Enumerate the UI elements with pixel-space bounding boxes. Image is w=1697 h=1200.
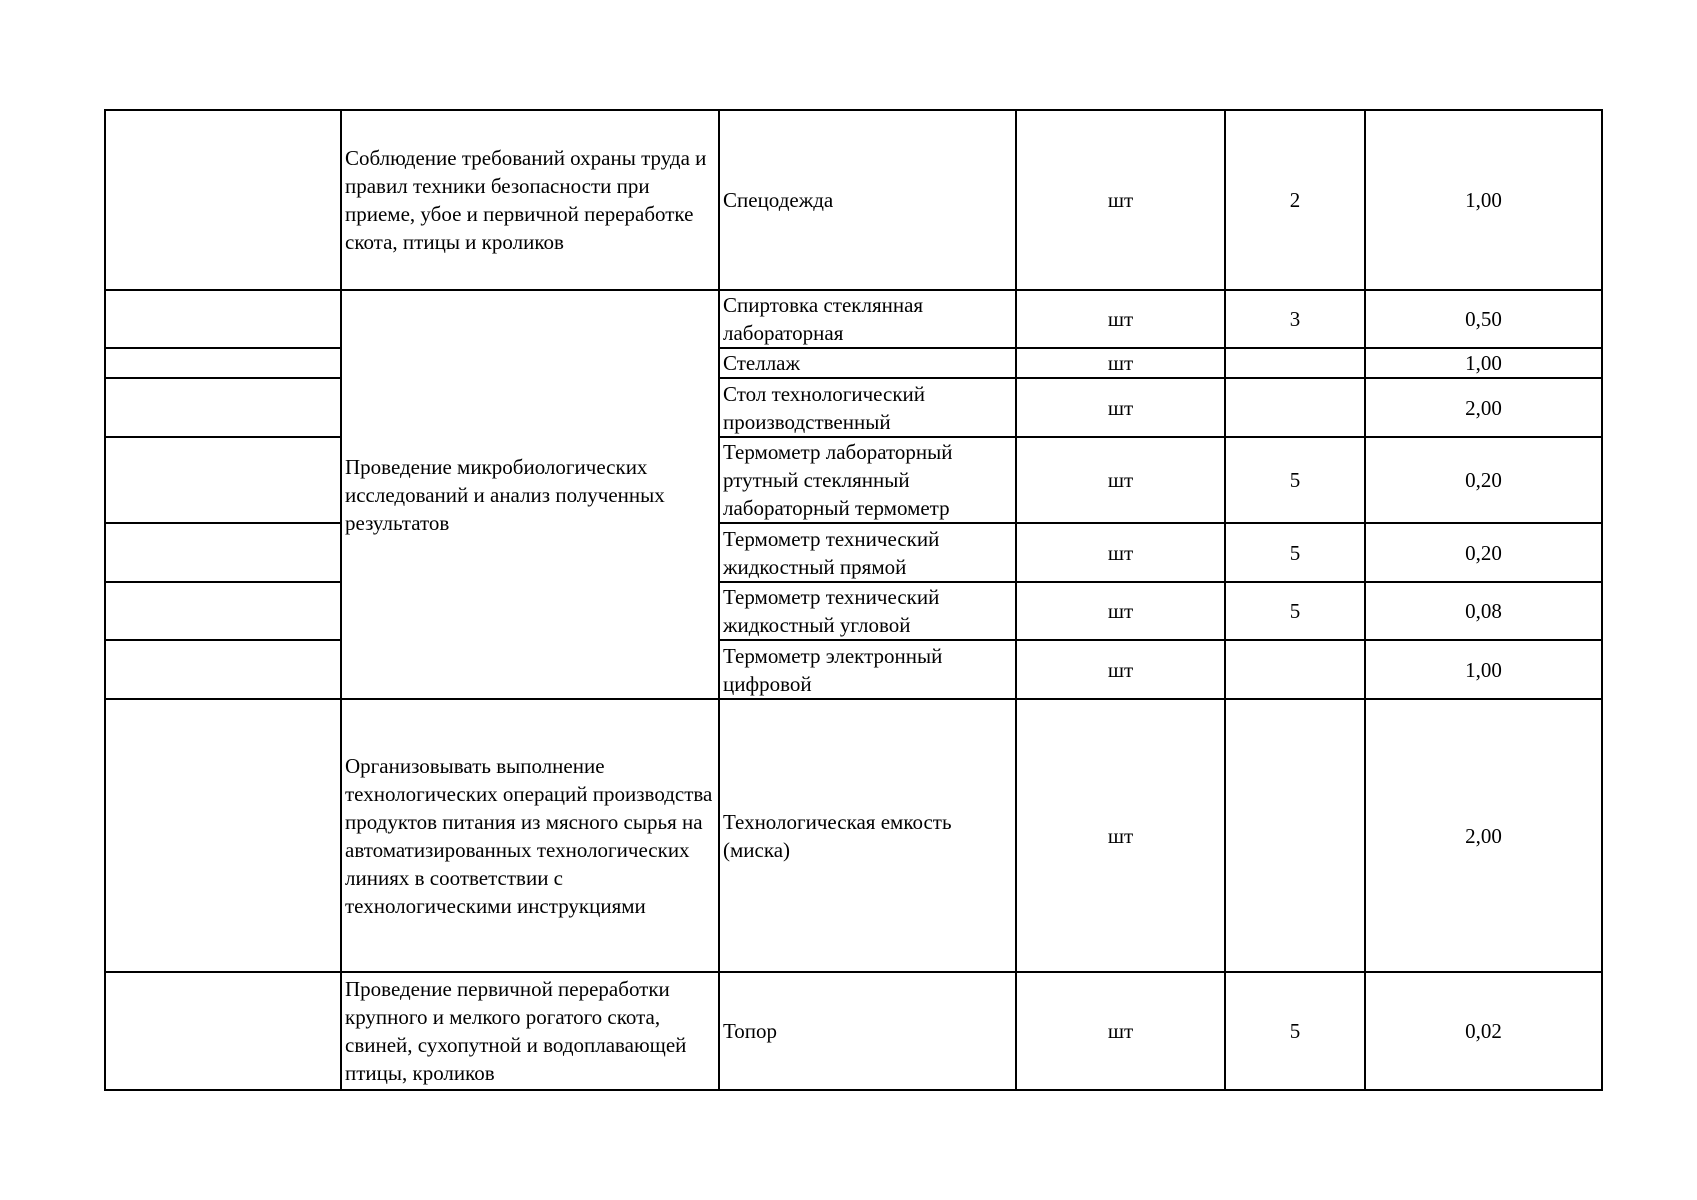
unit-cell: шт <box>1016 699 1225 972</box>
qty-cell <box>1225 699 1365 972</box>
qty-cell: 5 <box>1225 972 1365 1090</box>
table-row <box>105 972 1602 1090</box>
item-name-cell: Спиртовка стеклянная лабораторная <box>719 290 1016 348</box>
item-name-cell: Стол технологический производственный <box>719 378 1016 437</box>
table-row <box>105 290 1602 348</box>
item-name-cell: Спецодежда <box>719 110 1016 290</box>
equipment-table <box>104 109 1603 1091</box>
qty-cell: 3 <box>1225 290 1365 348</box>
qty-cell <box>1225 378 1365 437</box>
blank-cell <box>105 523 341 582</box>
unit-cell: шт <box>1016 348 1225 378</box>
unit-cell: шт <box>1016 437 1225 523</box>
blank-cell <box>105 972 341 1090</box>
item-name-cell: Термометр лабораторный ртутный стеклянный лабораторный термометр <box>719 437 1016 523</box>
value-cell: 0,08 <box>1365 582 1602 640</box>
value-cell: 0,02 <box>1365 972 1602 1090</box>
blank-cell <box>105 348 341 378</box>
table-row <box>105 348 1602 378</box>
value-cell: 0,20 <box>1365 437 1602 523</box>
value-cell: 0,20 <box>1365 523 1602 582</box>
item-name-cell: Стеллаж <box>719 348 1016 378</box>
table-row <box>105 378 1602 437</box>
blank-cell <box>105 378 341 437</box>
value-cell: 1,00 <box>1365 110 1602 290</box>
item-name-cell: Технологическая емкость (миска) <box>719 699 1016 972</box>
unit-cell: шт <box>1016 972 1225 1090</box>
unit-cell: шт <box>1016 290 1225 348</box>
qty-cell: 5 <box>1225 437 1365 523</box>
unit-cell: шт <box>1016 523 1225 582</box>
qty-cell: 5 <box>1225 582 1365 640</box>
item-name-cell: Топор <box>719 972 1016 1090</box>
item-name-cell: Термометр технический жидкостный угловой <box>719 582 1016 640</box>
blank-cell <box>105 110 341 290</box>
value-cell: 2,00 <box>1365 378 1602 437</box>
table-row <box>105 437 1602 523</box>
unit-cell: шт <box>1016 582 1225 640</box>
qty-cell <box>1225 640 1365 699</box>
unit-cell: шт <box>1016 110 1225 290</box>
blank-cell <box>105 582 341 640</box>
blank-cell <box>105 640 341 699</box>
value-cell: 2,00 <box>1365 699 1602 972</box>
table-row <box>105 640 1602 699</box>
unit-cell: шт <box>1016 640 1225 699</box>
activity-cell: Проведение микробиологических исследований и анализ полученных результатов <box>341 290 719 699</box>
blank-cell <box>105 290 341 348</box>
activity-cell: Организовывать выполнение технологических операций производства продуктов питания из мясного сырья на автоматизированных технологических линиях в соответствии с технологическими инструкциями <box>341 699 719 972</box>
qty-cell: 5 <box>1225 523 1365 582</box>
activity-cell: Проведение первичной переработки крупного и мелкого рогатого скота, свиней, сухопутной и водоплавающей птицы, кроликов <box>341 972 719 1090</box>
activity-cell: Соблюдение требований охраны труда и правил техники безопасности при приеме, убое и первичной переработке скота, птицы и кроликов <box>341 110 719 290</box>
table-row <box>105 582 1602 640</box>
table-row <box>105 699 1602 972</box>
unit-cell: шт <box>1016 378 1225 437</box>
value-cell: 0,50 <box>1365 290 1602 348</box>
value-cell: 1,00 <box>1365 348 1602 378</box>
blank-cell <box>105 437 341 523</box>
table-row <box>105 523 1602 582</box>
value-cell: 1,00 <box>1365 640 1602 699</box>
item-name-cell: Термометр электронный цифровой <box>719 640 1016 699</box>
item-name-cell: Термометр технический жидкостный прямой <box>719 523 1016 582</box>
table-row <box>105 110 1602 290</box>
qty-cell <box>1225 348 1365 378</box>
qty-cell: 2 <box>1225 110 1365 290</box>
blank-cell <box>105 699 341 972</box>
